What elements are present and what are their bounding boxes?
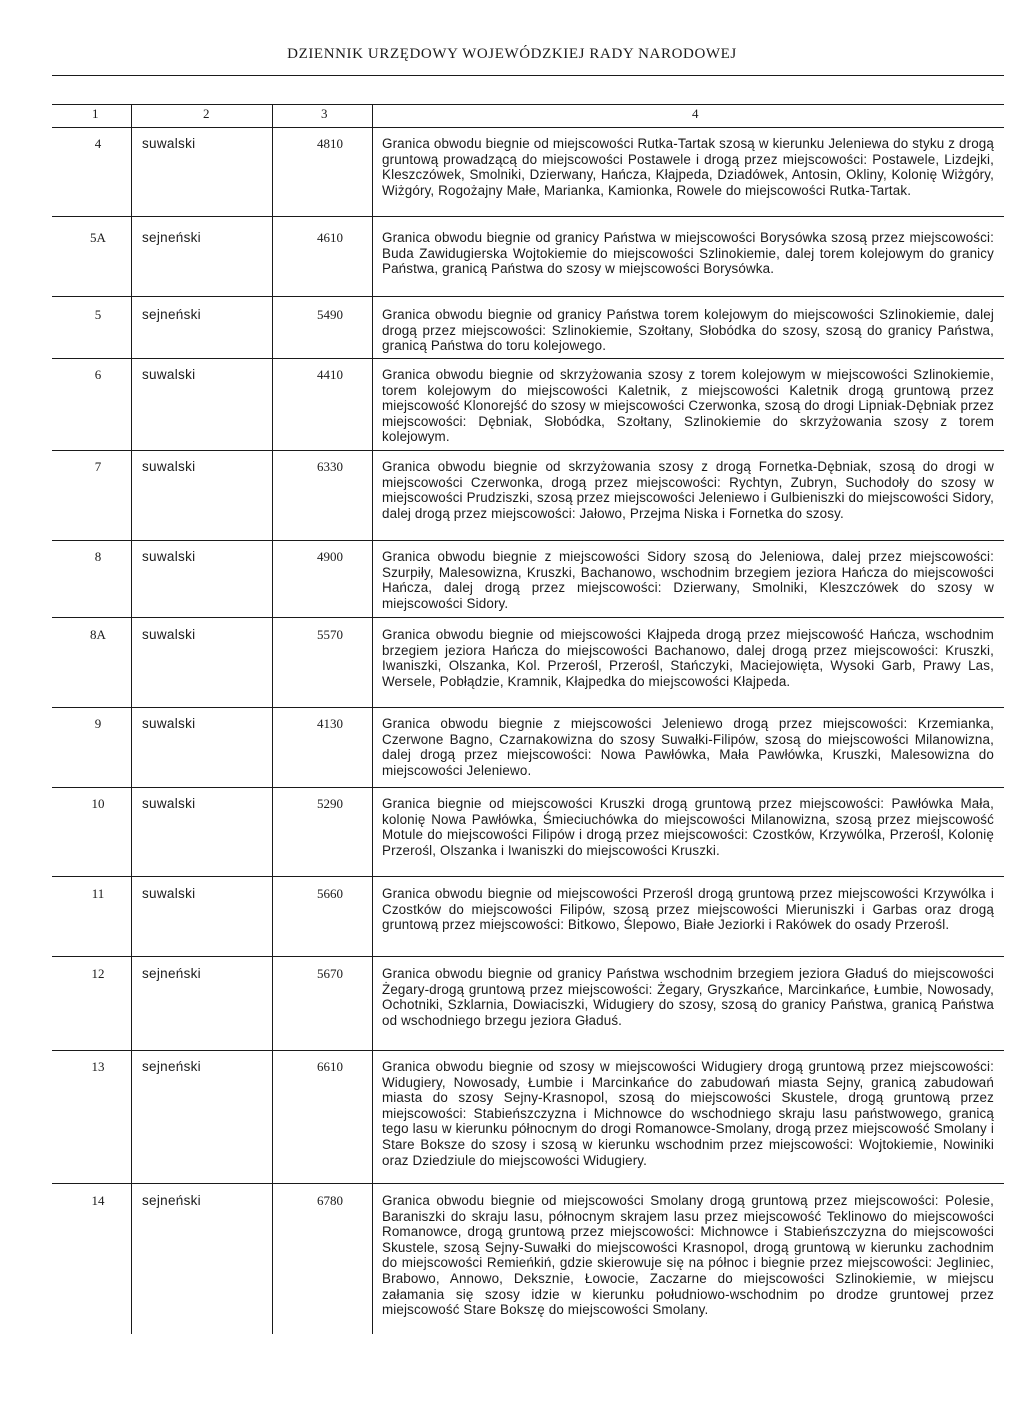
row-number: 10: [91, 796, 105, 811]
area-value: 4410: [317, 367, 343, 382]
row-separator: [52, 358, 1004, 359]
column-header-4: 4: [692, 106, 699, 121]
boundary-description: Granica obwodu biegnie od granicy Państwa w miejscowości Borysówka szosą przez miejscowości: Buda Zawidugierska Wojtokiemie do miejscowości Szlinokiemie, dalej torem kolejowym do granicy Państwa, granicą Państwa do szosy w miejscowości Borysówka.: [382, 230, 994, 277]
row-separator: [52, 617, 1004, 618]
row-separator: [52, 876, 1004, 877]
page-header: DZIENNIK URZĘDOWY WOJEWÓDZKIEJ RADY NARODOWEJ: [287, 46, 737, 62]
boundary-description: Granica obwodu biegnie od granicy Państwa torem kolejowym do miejscowości Szlinokiemie, dalej drogą przez miejscowości: Szlinokiemie, Szołtany, Słobódka do szosy, szosą do granicy Państwa, granicą Państwa do toru kolejowego.: [382, 307, 994, 354]
row-number: 13: [91, 1059, 105, 1074]
county: suwalski: [142, 716, 196, 731]
area-value: 5290: [317, 796, 343, 811]
row-separator: [52, 540, 1004, 541]
row-number: 5A: [90, 230, 106, 245]
county: suwalski: [142, 459, 196, 474]
county: suwalski: [142, 796, 196, 811]
boundary-description: Granica obwodu biegnie od skrzyżowania szosy z torem kolejowym w miejscowości Szlinokiemie, torem kolejowym do miejscowości Kaletnik, z miejscowości Kaletnik drogą gruntową przez miejscowość Klonorejść do szosy w miejscowości Czerwonka, szosą do drogi Lipniak-Dębniak przez miejscowości: Dębniak, Słobódka, Szołtany, Szlinokiemie do skrzyżowania szosy z torem kolejowym.: [382, 367, 994, 445]
row-separator: [52, 296, 1004, 297]
row-separator: [52, 956, 1004, 957]
column-header-2: 2: [203, 106, 210, 121]
boundary-description: Granica obwodu biegnie z miejscowości Sidory szosą do Jeleniowa, dalej przez miejscowości: Szurpiły, Malesowizna, Kruszki, Bachanowo, wschodnim brzegiem jeziora Hańcza do miejscowości Hańcza, dalej drogą przez miejscowości: Dzierwany, Smolniki, Kleszczówek do szosy w miejscowości Sidory.: [382, 549, 994, 611]
row-number: 5: [94, 307, 102, 322]
county: sejneński: [142, 1193, 201, 1208]
row-number: 9: [94, 716, 102, 731]
county: sejneński: [142, 230, 201, 245]
boundary-description: Granica obwodu biegnie od skrzyżowania szosy z drogą Fornetka-Dębniak, szosą do drogi w miejscowości Czerwonka, drogą przez miejscowości: Rychtyn, Zubryn, Suchodoły do szosy w miejscowości Prudziszki, szosą przez miejscowości Jeleniewo i Gulbieniszki do miejscowości Sidory, dalej drogą przez miejscowości: Jałowo, Przejma Niska i Fornetka do szosy.: [382, 459, 994, 521]
column-header-1: 1: [92, 106, 99, 121]
county: suwalski: [142, 627, 196, 642]
header-rule: [52, 75, 1004, 76]
area-value: 6780: [317, 1193, 343, 1208]
area-value: 5660: [317, 886, 343, 901]
county: sejneński: [142, 307, 201, 322]
area-value: 4810: [317, 136, 343, 151]
column-header-3: 3: [321, 106, 328, 121]
boundary-description: Granica obwodu biegnie od szosy w miejscowości Widugiery drogą gruntową przez miejscowości: Widugiery, Nowosady, Łumbie i Marcinkańce do zabudowań miasta Sejny, granicą zabudowań miasta do szosy Sejny-Krasnopol, szosą do miejscowości Skustele, drogą gruntową przez miejscowości: Stabieńszczyzna i Michnowce do wschodniego skraju lasu państwowego, granicą tego lasu w kierunku północnym do drogi Romanowce-Smolany, drogą przez miejscowość Smolany i Stare Boksze do szosy i szosą w kierunku wschodnim przez miejscowości: Wojtokiemie, Nowiniki oraz Dziedziule do miejscowości Widugiery.: [382, 1059, 994, 1168]
area-value: 5490: [317, 307, 343, 322]
county: suwalski: [142, 549, 196, 564]
row-separator: [52, 707, 1004, 708]
row-number: 12: [91, 966, 105, 981]
county: suwalski: [142, 886, 196, 901]
area-value: 4900: [317, 549, 343, 564]
row-number: 7: [94, 459, 102, 474]
county: sejneński: [142, 1059, 201, 1074]
row-separator: [52, 1183, 1004, 1184]
boundary-description: Granica obwodu biegnie od miejscowości Przerośl drogą gruntową przez miejscowości Krzywólka i Czostków do miejscowości Filipów, szosą przez miejscowości Mieruniszki i Garbas oraz drogą gruntową przez miejscowości: Bitkowo, Ślepowo, Białe Jeziorki i Rakówek do osady Przerośl.: [382, 886, 994, 933]
county: sejneński: [142, 966, 201, 981]
area-value: 6610: [317, 1059, 343, 1074]
boundary-description: Granica obwodu biegnie od miejscowości Kłajpeda drogą przez miejscowość Hańcza, wschodnim brzegiem jeziora Hańcza do miejscowości Bachanowo, dalej drogą przez miejscowości: Kruszki, Iwaniszki, Olszanka, Kol. Przerośl, Przerośl, Stańczyki, Maciejowięta, Wysoki Garb, Prawy Las, Wersele, Pobłądzie, Kramnik, Kłajpedka do miejscowości Kłajpeda.: [382, 627, 994, 689]
column-divider-3: [372, 104, 373, 1334]
row-number: 6: [94, 367, 102, 382]
row-separator: [52, 450, 1004, 451]
boundary-description: Granica obwodu biegnie od miejscowości Smolany drogą gruntową przez miejscowości: Polesie, Baraniszki do skraju lasu, północnym skrajem lasu przez miejscowość Teklinowo do miejscowości Romanowce, drogą gruntową przez miejscowości: Michnowce i Stabieńszczyzna do miejscowości Skustele, szosą Sejny-Suwałki do miejscowości Krasnopol, drogą gruntową w kierunku zachodnim do miejscowości Remieńkiń, gdzie skierowuje się na północ i biegnie przez miejscowości: Jegliniec, Brabowo, Annowo, Deksznie, Łowocie, Zaczarne do miejscowości Szlinokiemie, w miejscu załamania się szosy idzie w kierunku południowo-wschodnim po drodze gruntowej przez miejscowość Stare Bokszę do miejscowości Smolany.: [382, 1193, 994, 1318]
area-value: 5670: [317, 966, 343, 981]
column-header-bottom-rule: [52, 127, 1004, 128]
boundary-description: Granica obwodu biegnie od granicy Państwa wschodnim brzegiem jeziora Gładuś do miejscowości Żegary-drogą gruntową przez miejscowości: Żegary, Gryszkańce, Marcinkańce, Łumbie, Nowosady, Ochotniki, Szklarnia, Dowiaciszki, Widugiery do szosy, szosą do granicy Państwa, granicą Państwa od wschodniego brzegu jeziora Gładuś.: [382, 966, 994, 1028]
area-value: 4610: [317, 230, 343, 245]
area-value: 5570: [317, 627, 343, 642]
area-value: 6330: [317, 459, 343, 474]
row-number: 8: [94, 549, 102, 564]
row-number: 11: [91, 886, 105, 901]
row-separator: [52, 216, 1004, 217]
row-separator: [52, 787, 1004, 788]
county: suwalski: [142, 367, 196, 382]
column-header-top-rule: [52, 104, 1004, 105]
boundary-description: Granica obwodu biegnie z miejscowości Jeleniewo drogą przez miejscowości: Krzemianka, Czerwone Bagno, Czarnakowizna do szosy Suwałki-Filipów, szosą do miejscowości Milanowizna, dalej drogą przez miejscowości: Nowa Pawłówka, Mała Pawłówka, Kruszki, Malesowizna do miejscowości Jeleniewo.: [382, 716, 994, 778]
row-number: 8A: [90, 627, 106, 642]
row-separator: [52, 1050, 1004, 1051]
row-number: 4: [94, 136, 102, 151]
area-value: 4130: [317, 716, 343, 731]
county: suwalski: [142, 136, 196, 151]
boundary-description: Granica obwodu biegnie od miejscowości Rutka-Tartak szosą w kierunku Jeleniewa do styku z drogą gruntową prowadzącą do miejscowości Postawele i drogą przez miejscowości: Postawele, Lizdejki, Kleszczówek, Smolniki, Dzierwany, Hańcza, Kłajpeda, Dziadówek, Antosin, Okliny, Kolonię Wiżgóry, Wiżgóry, Rogożajny Małe, Marianka, Kamionka, Rowele do miejscowości Rutka-Tartak.: [382, 136, 994, 198]
boundary-description: Granica biegnie od miejscowości Kruszki drogą gruntową przez miejscowości: Pawłówka Mała, kolonię Nowa Pawłówka, Śmieciuchówka do miejscowości Milanowizna, szosą przez miejscowość Motule do miejscowości Filipów i drogą przez miejscowości: Czostków, Krzywólka, Przerośl, Kolonię Przerośl, Olszanka i Iwaniszki do miejscowości Kruszki.: [382, 796, 994, 858]
row-number: 14: [91, 1193, 105, 1208]
